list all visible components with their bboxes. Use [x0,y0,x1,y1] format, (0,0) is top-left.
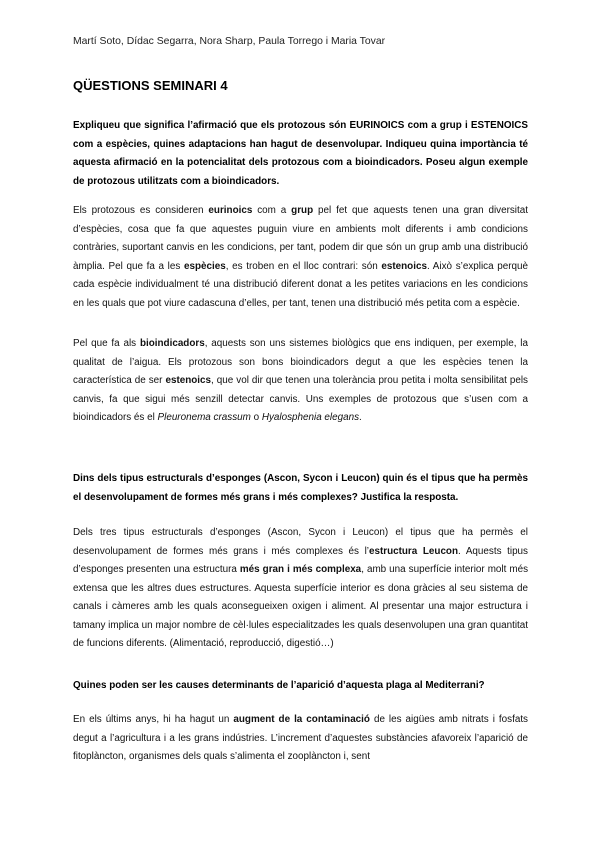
question-2: Dins dels tipus estructurals d’esponges (Ascon, Sycon i Leucon) quin és el tipus que ha permès el desenvolupament de formes més grans i més complexes? Justifica la resposta. [73,473,528,503]
answer-1-paragraph-2: Pel que fa als bioindicadors, aquests son uns sistemes biològics que ens indiquen, per exemple, la qualitat de l’aigua. Els protozous son bons bioindicadors degut a que les espècies tenen la característica de ser estenoics, que vol dir que tenen una tolerància prou petita i molta sensibilitat pels canvis, fa que sigui més senzill detectar canvis. Uns exemples de protozous que s’usen com a bioindicadors és el Pleuronema crassum o Hyalosphenia elegans. [73,338,528,423]
page-title: QÜESTIONS SEMINARI 4 [73,78,228,93]
question-1: Expliqueu que significa l’afirmació que els protozous són EURINOICS com a grup i ESTENOICS com a espècies, quines adaptacions han hagut de desenvolupar. Indiqueu quina importància té aquesta afirmació en la potencialitat dels protozous com a bioindicadors. Poseu algun exemple de protozous utilitzats com a bioindicadors. [73,120,528,187]
answer-1-paragraph-1: Els protozous es consideren eurinoics com a grup pel fet que aquests tenen una gran diversitat d’espècies, cosa que fa que aquestes puguin viure en ambients molt diferents i amb condicions contràries, suportant canvis en les condicions, per tant, podem dir que són un grup amb una distribució àmplia. Pel que fa a les espècies, es troben en el lloc contrari: són estenoics. Això s’explica perquè cada espècie individualment té una distribució diferent donat a les petites variacions en les condicions en les quals que pot viure cadascuna d’elles, per tant, tenen una distribució més petita com a espècie. [73,205,528,309]
answer-2: Dels tres tipus estructurals d’esponges (Ascon, Sycon i Leucon) el tipus que ha permès el desenvolupament de formes més grans i més complexes és l’estructura Leucon. Aquests tipus d’esponges presenten una estructura més gran i més complexa, amb una superfície interior molt més extensa que les altres dues estructures. Aquesta superfície interior es dona gràcies al seu sistema de canals i càmeres amb les quals aconsegueixen oxigen i aliment. Al presentar una major estructura i tamany implica un major nombre de cèl·lules especialitzades les quals desenvolupen una gran quantitat de funcions diferents. (Alimentació, reproducció, digestió…) [73,527,529,649]
answer-3: En els últims anys, hi ha hagut un augment de la contaminació de les aigües amb nitrats i fosfats degut a l’agricultura i a les grans indústries. L’increment d’aquestes substàncies afavoreix l’aparició de fitoplàncton, organismes dels quals s’alimenta el zooplàncton i, sent [73,714,528,762]
authors-line: Martí Soto, Dídac Segarra, Nora Sharp, Paula Torrego i Maria Tovar [73,36,386,47]
question-3: Quines poden ser les causes determinants de l’aparició d’aquesta plaga al Mediterrani? [73,680,485,691]
